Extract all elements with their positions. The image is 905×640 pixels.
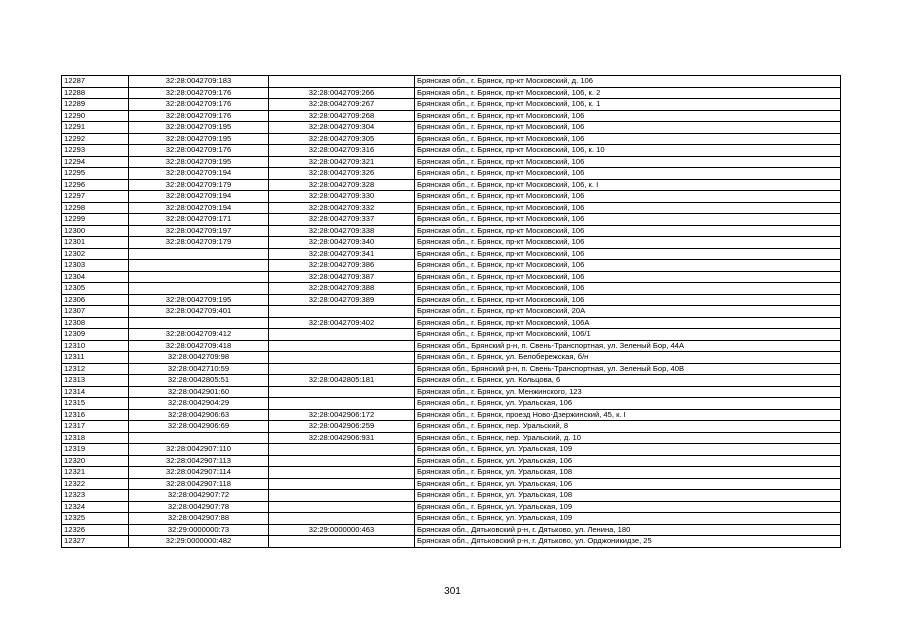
object-number-cell: 32:29:0000000:463 bbox=[269, 524, 415, 536]
cadastral-number-cell: 32:28:0042709:98 bbox=[129, 352, 269, 364]
object-number-cell: 32:28:0042805:181 bbox=[269, 375, 415, 387]
cadastral-number-cell bbox=[129, 283, 269, 295]
address-cell: Брянская обл., г. Брянск, пр-кт Московский, 106 bbox=[415, 110, 841, 122]
row-number-cell: 12310 bbox=[62, 340, 129, 352]
table-row bbox=[62, 375, 841, 387]
cadastral-number-cell: 32:28:0042709:183 bbox=[129, 76, 269, 88]
cadastral-number-cell: 32:28:0042906:63 bbox=[129, 409, 269, 421]
table-row bbox=[62, 398, 841, 410]
object-number-cell bbox=[269, 386, 415, 398]
object-number-cell: 32:28:0042709:340 bbox=[269, 237, 415, 249]
object-number-cell bbox=[269, 340, 415, 352]
object-number-cell bbox=[269, 398, 415, 410]
row-number-cell: 12297 bbox=[62, 191, 129, 203]
cadastral-number-cell: 32:28:0042709:194 bbox=[129, 202, 269, 214]
address-cell: Брянская обл., г. Брянск, ул. Уральская, 108 bbox=[415, 467, 841, 479]
row-number-cell: 12290 bbox=[62, 110, 129, 122]
cadastral-number-cell: 32:28:0042709:418 bbox=[129, 340, 269, 352]
table-row bbox=[62, 363, 841, 375]
cadastral-number-cell bbox=[129, 432, 269, 444]
row-number-cell: 12303 bbox=[62, 260, 129, 272]
cadastral-number-cell: 32:28:0042906:69 bbox=[129, 421, 269, 433]
cadastral-number-cell: 32:28:0042907:88 bbox=[129, 513, 269, 525]
table-row bbox=[62, 122, 841, 134]
object-number-cell: 32:28:0042709:388 bbox=[269, 283, 415, 295]
object-number-cell bbox=[269, 444, 415, 456]
address-cell: Брянская обл., Брянский р-н, п. Свень-Транспортная, ул. Зеленый Бор, 44А bbox=[415, 340, 841, 352]
address-cell: Брянская обл., г. Брянск, ул. Уральская, 108 bbox=[415, 490, 841, 502]
cadastral-number-cell: 32:28:0042709:176 bbox=[129, 99, 269, 111]
cadastral-number-cell: 32:28:0042709:195 bbox=[129, 133, 269, 145]
cadastral-number-cell: 32:28:0042709:171 bbox=[129, 214, 269, 226]
table-row bbox=[62, 352, 841, 364]
cadastral-number-cell: 32:28:0042709:176 bbox=[129, 145, 269, 157]
row-number-cell: 12315 bbox=[62, 398, 129, 410]
address-cell: Брянская обл., г. Брянск, ул. Уральская, 106 bbox=[415, 398, 841, 410]
address-cell: Брянская обл., г. Брянск, проезд Ново-Дзержинский, 45, к. I bbox=[415, 409, 841, 421]
cadastral-number-cell: 32:28:0042907:72 bbox=[129, 490, 269, 502]
object-number-cell: 32:28:0042709:267 bbox=[269, 99, 415, 111]
table-row bbox=[62, 524, 841, 536]
cadastral-number-cell: 32:28:0042907:110 bbox=[129, 444, 269, 456]
object-number-cell: 32:28:0042906:259 bbox=[269, 421, 415, 433]
table-row bbox=[62, 455, 841, 467]
cadastral-number-cell: 32:28:0042709:195 bbox=[129, 294, 269, 306]
cadastral-number-cell: 32:28:0042709:176 bbox=[129, 110, 269, 122]
address-cell: Брянская обл., г. Брянск, ул. Уральская, 106 bbox=[415, 455, 841, 467]
cadastral-number-cell: 32:28:0042907:114 bbox=[129, 467, 269, 479]
cadastral-number-cell: 32:28:0042709:179 bbox=[129, 179, 269, 191]
table-row bbox=[62, 513, 841, 525]
row-number-cell: 12287 bbox=[62, 76, 129, 88]
address-cell: Брянская обл., г. Брянск, пр-кт Московский, 106 bbox=[415, 260, 841, 272]
table-row bbox=[62, 478, 841, 490]
row-number-cell: 12292 bbox=[62, 133, 129, 145]
cadastral-number-cell bbox=[129, 317, 269, 329]
row-number-cell: 12324 bbox=[62, 501, 129, 513]
object-number-cell: 32:28:0042709:402 bbox=[269, 317, 415, 329]
cadastral-number-cell: 32:28:0042709:176 bbox=[129, 87, 269, 99]
row-number-cell: 12296 bbox=[62, 179, 129, 191]
address-cell: Брянская обл., г. Брянск, пр-кт Московский, 106 bbox=[415, 248, 841, 260]
table-row bbox=[62, 191, 841, 203]
object-number-cell: 32:28:0042709:266 bbox=[269, 87, 415, 99]
address-cell: Брянская обл., г. Брянск, пр-кт Московский, 106 bbox=[415, 156, 841, 168]
row-number-cell: 12288 bbox=[62, 87, 129, 99]
table-row bbox=[62, 225, 841, 237]
row-number-cell: 12299 bbox=[62, 214, 129, 226]
row-number-cell: 12294 bbox=[62, 156, 129, 168]
object-number-cell: 32:28:0042709:341 bbox=[269, 248, 415, 260]
row-number-cell: 12321 bbox=[62, 467, 129, 479]
table-row bbox=[62, 179, 841, 191]
address-cell: Брянская обл., г. Брянск, пр-кт Московский, д. 106 bbox=[415, 76, 841, 88]
row-number-cell: 12312 bbox=[62, 363, 129, 375]
object-number-cell: 32:28:0042709:316 bbox=[269, 145, 415, 157]
table-row bbox=[62, 501, 841, 513]
object-number-cell bbox=[269, 363, 415, 375]
row-number-cell: 12314 bbox=[62, 386, 129, 398]
cadastral-number-cell: 32:28:0042907:118 bbox=[129, 478, 269, 490]
row-number-cell: 12326 bbox=[62, 524, 129, 536]
address-cell: Брянская обл., г. Брянск, ул. Уральская, 109 bbox=[415, 444, 841, 456]
object-number-cell: 32:28:0042709:304 bbox=[269, 122, 415, 134]
table-row bbox=[62, 306, 841, 318]
table-row bbox=[62, 76, 841, 88]
object-number-cell: 32:28:0042709:328 bbox=[269, 179, 415, 191]
address-cell: Брянская обл., г. Брянск, пр-кт Московский, 106/1 bbox=[415, 329, 841, 341]
table-row bbox=[62, 536, 841, 548]
object-number-cell: 32:28:0042906:931 bbox=[269, 432, 415, 444]
object-number-cell bbox=[269, 490, 415, 502]
table-row bbox=[62, 99, 841, 111]
cadastral-number-cell: 32:28:0042709:401 bbox=[129, 306, 269, 318]
object-number-cell bbox=[269, 352, 415, 364]
address-cell: Брянская обл., г. Брянск, пр-кт Московский, 106, к. 2 bbox=[415, 87, 841, 99]
cadastral-table-body bbox=[62, 76, 841, 548]
address-cell: Брянская обл., Дятьковский р-н, г. Дятьково, ул. Орджоникидзе, 25 bbox=[415, 536, 841, 548]
row-number-cell: 12301 bbox=[62, 237, 129, 249]
object-number-cell bbox=[269, 478, 415, 490]
row-number-cell: 12319 bbox=[62, 444, 129, 456]
table-row bbox=[62, 317, 841, 329]
address-cell: Брянская обл., г. Брянск, пр-кт Московский, 106 bbox=[415, 237, 841, 249]
cadastral-number-cell: 32:28:0042907:113 bbox=[129, 455, 269, 467]
object-number-cell: 32:28:0042906:172 bbox=[269, 409, 415, 421]
object-number-cell bbox=[269, 501, 415, 513]
address-cell: Брянская обл., г. Брянск, пр-кт Московский, 106, к. 1 bbox=[415, 99, 841, 111]
table-row bbox=[62, 214, 841, 226]
object-number-cell bbox=[269, 536, 415, 548]
row-number-cell: 12298 bbox=[62, 202, 129, 214]
cadastral-number-cell: 32:28:0042709:194 bbox=[129, 168, 269, 180]
address-cell: Брянская обл., г. Брянск, ул. Уральская, 106 bbox=[415, 478, 841, 490]
row-number-cell: 12304 bbox=[62, 271, 129, 283]
cadastral-number-cell: 32:29:0000000:482 bbox=[129, 536, 269, 548]
row-number-cell: 12305 bbox=[62, 283, 129, 295]
row-number-cell: 12309 bbox=[62, 329, 129, 341]
table-row bbox=[62, 87, 841, 99]
table-row bbox=[62, 386, 841, 398]
object-number-cell: 32:28:0042709:305 bbox=[269, 133, 415, 145]
table-row bbox=[62, 110, 841, 122]
object-number-cell: 32:28:0042709:337 bbox=[269, 214, 415, 226]
table-row bbox=[62, 237, 841, 249]
cadastral-number-cell: 32:28:0042805:51 bbox=[129, 375, 269, 387]
object-number-cell: 32:28:0042709:332 bbox=[269, 202, 415, 214]
table-row bbox=[62, 156, 841, 168]
table-row bbox=[62, 467, 841, 479]
address-cell: Брянская обл., г. Брянск, пр-кт Московский, 106 bbox=[415, 168, 841, 180]
table-row bbox=[62, 133, 841, 145]
address-cell: Брянская обл., г. Брянск, ул. Кольцова, 6 bbox=[415, 375, 841, 387]
cadastral-number-cell: 32:28:0042710:59 bbox=[129, 363, 269, 375]
address-cell: Брянская обл., г. Брянск, ул. Уральская, 109 bbox=[415, 501, 841, 513]
table-row bbox=[62, 409, 841, 421]
table-row bbox=[62, 271, 841, 283]
address-cell: Брянская обл., г. Брянск, пр-кт Московский, 106 bbox=[415, 283, 841, 295]
row-number-cell: 12325 bbox=[62, 513, 129, 525]
address-cell: Брянская обл., г. Брянск, пр-кт Московский, 106 bbox=[415, 271, 841, 283]
table-row bbox=[62, 168, 841, 180]
object-number-cell bbox=[269, 76, 415, 88]
address-cell: Брянская обл., г. Брянск, пр-кт Московский, 106 bbox=[415, 122, 841, 134]
cadastral-number-cell: 32:28:0042907:78 bbox=[129, 501, 269, 513]
row-number-cell: 12322 bbox=[62, 478, 129, 490]
cadastral-table bbox=[61, 75, 841, 548]
table-row bbox=[62, 294, 841, 306]
cadastral-number-cell: 32:28:0042709:194 bbox=[129, 191, 269, 203]
address-cell: Брянская обл., г. Брянск, ул. Белобережская, б/н bbox=[415, 352, 841, 364]
address-cell: Брянская обл., Брянский р-н, п. Свень-Транспортная, ул. Зеленый Бор, 40В bbox=[415, 363, 841, 375]
object-number-cell: 32:28:0042709:389 bbox=[269, 294, 415, 306]
row-number-cell: 12323 bbox=[62, 490, 129, 502]
table-row bbox=[62, 444, 841, 456]
address-cell: Брянская обл., г. Брянск, пр-кт Московский, 106 bbox=[415, 294, 841, 306]
row-number-cell: 12293 bbox=[62, 145, 129, 157]
row-number-cell: 12302 bbox=[62, 248, 129, 260]
object-number-cell bbox=[269, 513, 415, 525]
row-number-cell: 12318 bbox=[62, 432, 129, 444]
row-number-cell: 12300 bbox=[62, 225, 129, 237]
object-number-cell bbox=[269, 467, 415, 479]
cadastral-number-cell bbox=[129, 260, 269, 272]
cadastral-number-cell: 32:28:0042709:197 bbox=[129, 225, 269, 237]
table-row bbox=[62, 283, 841, 295]
address-cell: Брянская обл., г. Брянск, пер. Уральский, 8 bbox=[415, 421, 841, 433]
cadastral-number-cell: 32:29:0000000:73 bbox=[129, 524, 269, 536]
cadastral-number-cell: 32:28:0042709:195 bbox=[129, 156, 269, 168]
row-number-cell: 12306 bbox=[62, 294, 129, 306]
table-row bbox=[62, 490, 841, 502]
table-row bbox=[62, 145, 841, 157]
address-cell: Брянская обл., г. Брянск, пр-кт Московский, 20А bbox=[415, 306, 841, 318]
cadastral-number-cell bbox=[129, 271, 269, 283]
object-number-cell bbox=[269, 329, 415, 341]
address-cell: Брянская обл., г. Брянск, пр-кт Московский, 106, к. 10 bbox=[415, 145, 841, 157]
cadastral-number-cell: 32:28:0042709:195 bbox=[129, 122, 269, 134]
address-cell: Брянская обл., г. Брянск, ул. Уральская, 109 bbox=[415, 513, 841, 525]
row-number-cell: 12316 bbox=[62, 409, 129, 421]
table-row bbox=[62, 432, 841, 444]
address-cell: Брянская обл., г. Брянск, пр-кт Московский, 106А bbox=[415, 317, 841, 329]
object-number-cell: 32:28:0042709:268 bbox=[269, 110, 415, 122]
cadastral-number-cell: 32:28:0042901:60 bbox=[129, 386, 269, 398]
address-cell: Брянская обл., г. Брянск, пр-кт Московский, 106 bbox=[415, 202, 841, 214]
object-number-cell: 32:28:0042709:326 bbox=[269, 168, 415, 180]
object-number-cell bbox=[269, 306, 415, 318]
row-number-cell: 12308 bbox=[62, 317, 129, 329]
row-number-cell: 12311 bbox=[62, 352, 129, 364]
object-number-cell: 32:28:0042709:338 bbox=[269, 225, 415, 237]
cadastral-number-cell: 32:28:0042709:179 bbox=[129, 237, 269, 249]
table-row bbox=[62, 421, 841, 433]
cadastral-number-cell: 32:28:0042904:29 bbox=[129, 398, 269, 410]
cadastral-number-cell: 32:28:0042709:412 bbox=[129, 329, 269, 341]
table-row bbox=[62, 260, 841, 272]
table-row bbox=[62, 248, 841, 260]
row-number-cell: 12320 bbox=[62, 455, 129, 467]
address-cell: Брянская обл., г. Брянск, пр-кт Московский, 106 bbox=[415, 191, 841, 203]
address-cell: Брянская обл., г. Брянск, пр-кт Московский, 106 bbox=[415, 133, 841, 145]
row-number-cell: 12327 bbox=[62, 536, 129, 548]
address-cell: Брянская обл., г. Брянск, ул. Менжинского, 123 bbox=[415, 386, 841, 398]
page-number: 301 bbox=[444, 586, 461, 597]
row-number-cell: 12307 bbox=[62, 306, 129, 318]
row-number-cell: 12291 bbox=[62, 122, 129, 134]
object-number-cell: 32:28:0042709:387 bbox=[269, 271, 415, 283]
table-row bbox=[62, 340, 841, 352]
row-number-cell: 12289 bbox=[62, 99, 129, 111]
object-number-cell: 32:28:0042709:330 bbox=[269, 191, 415, 203]
table-row bbox=[62, 329, 841, 341]
row-number-cell: 12295 bbox=[62, 168, 129, 180]
row-number-cell: 12317 bbox=[62, 421, 129, 433]
address-cell: Брянская обл., г. Брянск, пер. Уральский, д. 10 bbox=[415, 432, 841, 444]
object-number-cell: 32:28:0042709:386 bbox=[269, 260, 415, 272]
address-cell: Брянская обл., г. Брянск, пр-кт Московский, 106 bbox=[415, 214, 841, 226]
address-cell: Брянская обл., г. Брянск, пр-кт Московский, 106 bbox=[415, 225, 841, 237]
address-cell: Брянская обл., г. Брянск, пр-кт Московский, 106, к. I bbox=[415, 179, 841, 191]
address-cell: Брянская обл., Дятьковский р-н, г. Дятьково, ул. Ленина, 180 bbox=[415, 524, 841, 536]
row-number-cell: 12313 bbox=[62, 375, 129, 387]
object-number-cell: 32:28:0042709:321 bbox=[269, 156, 415, 168]
object-number-cell bbox=[269, 455, 415, 467]
table-row bbox=[62, 202, 841, 214]
cadastral-number-cell bbox=[129, 248, 269, 260]
